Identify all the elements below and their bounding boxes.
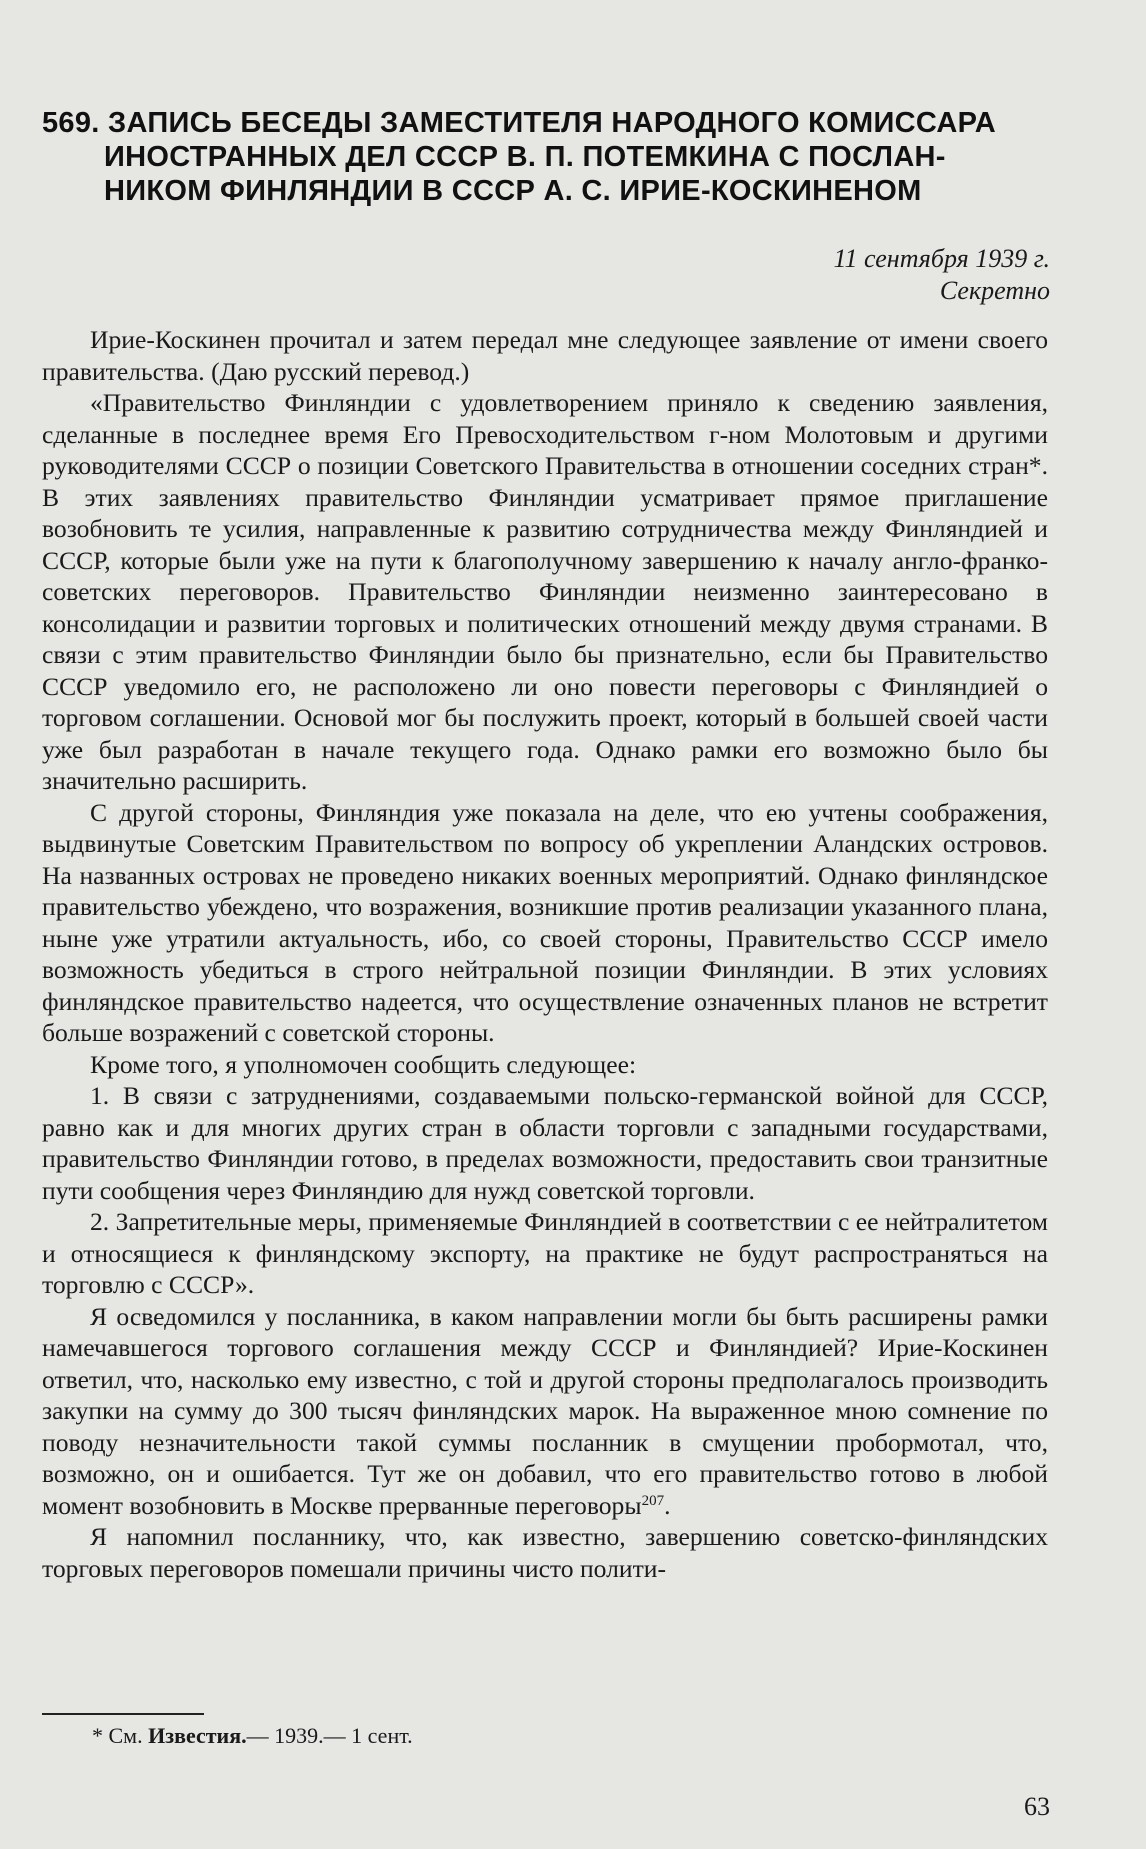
- title-line-2: ИНОСТРАННЫХ ДЕЛ СССР В. П. ПОТЕМКИНА С ПОСЛАН-: [104, 141, 946, 173]
- classification-label: Секретно: [939, 276, 1050, 305]
- title-line-1: 569. ЗАПИСЬ БЕСЕДЫ ЗАМЕСТИТЕЛЯ НАРОДНОГО КОМИССАРА: [42, 107, 996, 139]
- paragraph-4: Кроме того, я уполномочен сообщить следующее:: [90, 1049, 637, 1079]
- paragraph-7: Я осведомился у посланника, в каком направлении могли бы быть расширены рамки намечавшегося торгового соглашения между СССР и Финляндией? Ирие-Коскинен ответил, что, насколько ему известно, с той и другой стороны предполагалось производить закупки на сумму до 300 тысяч финляндских марок. На выраженное мною сомнение по поводу незначительности такой суммы посланник в смущении пробормотал, что, возможно, он и ошибается. Тут же он добавил, что его правительство готово в любой момент возобновить в Москве прерванные переговоры$^{207}$.: [42, 1301, 1048, 1520]
- document-title: [42, 106, 1042, 208]
- footnote-divider: [42, 1713, 204, 1715]
- endnote-reference: 207: [641, 1492, 665, 1509]
- footnote-rest: — 1939.— 1 сент.: [246, 1723, 413, 1748]
- paragraph-2: «Правительство Финляндии с удовлетворением приняло к сведению заявления, сделанные в последнее время Его Превосходительством г-ном Молотовым и другими руководителями СССР о позиции Советского Правительства в отношении соседних стран*. В этих заявлениях правительство Финляндии усматривает прямое приглашение возобновить те усилия, направленные к развитию сотрудничества между Финляндией и СССР, которые были уже на пути к благополучному завершению к началу англо-франко-советских переговоров. Правительство Финляндии неизменно заинтересовано в консолидации и развитии торговых и политических отношений между двумя странами. В связи с этим правительство Финляндии было бы признательно, если бы Правительство СССР уведомило его, не расположено ли оно повести переговоры с Финляндией о торговом соглашении. Основой мог бы послужить проект, который в большей своей части уже был разработан в начале текущего года. Однако рамки его возможно было бы значительно расширить.: [42, 388, 1048, 795]
- paragraph-5: 1. В связи с затруднениями, создаваемыми польско-германской войной для СССР, равно как и для многих других стран в области торговли с западными государствами, правительство Финляндии готово, в пределах возможности, предоставить свои транзитные пути сообщения через Финляндию для нужд советской торговли.: [42, 1081, 1048, 1205]
- paragraph-7-text: Я осведомился у посланника, в каком направлении могли бы быть расширены рамки намечавшегося торгового соглашения между СССР и Финляндией? Ирие-Коскинен ответил, что, насколько ему известно, с той и другой стороны предполагалось производить закупки на сумму до 300 тысяч финляндских марок. На выраженное мною сомнение по поводу незначительности такой суммы посланник в смущении пробормотал, что, возможно, он и ошибается. Тут же он добавил, что его правительство готово в любой момент возобновить в Москве прерванные переговоры: [42, 1301, 1048, 1520]
- paragraph-1: Ирие-Коскинен прочитал и затем передал мне следующее заявление от имени своего правительства. (Даю русский перевод.): [42, 325, 1048, 386]
- document-body: [42, 324, 1048, 1584]
- footnote: [92, 1722, 413, 1750]
- footnote-source: Известия.: [148, 1723, 247, 1748]
- document-date: 11 сентября 1939 г.: [833, 244, 1050, 273]
- paragraph-8: Я напомнил посланнику, что, как известно, завершению советско-финляндских торговых переговоров помешали причины чисто полити-: [42, 1522, 1048, 1583]
- footnote-prefix: См.: [108, 1723, 143, 1748]
- footnote-marker: *: [92, 1723, 103, 1748]
- paragraph-3: С другой стороны, Финляндия уже показала на деле, что ею учтены соображения, выдвинутые Советским Правительством по вопросу об укреплении Аландских островов. На названных островах не проведено никаких военных мероприятий. Однако финляндское правительство убеждено, что возражения, возникшие против реализации указанного плана, ныне уже утратили актуальность, ибо, со своей стороны, Правительство СССР имело возможность убедиться в строго нейтральной позиции Финляндии. В этих условиях финляндское правительство надеется, что осуществление означенных планов не встретит больше возражений с советской стороны.: [42, 797, 1048, 1047]
- page-number: 63: [1024, 1792, 1050, 1821]
- title-line-3: НИКОМ ФИНЛЯНДИИ В СССР А. С. ИРИЕ-КОСКИНЕНОМ: [104, 175, 922, 207]
- paragraph-6: 2. Запретительные меры, применяемые Финляндией в соответствии с ее нейтралитетом и относящиеся к финляндскому экспорту, на практике не будут распространяться на торговлю с СССР».: [42, 1207, 1048, 1299]
